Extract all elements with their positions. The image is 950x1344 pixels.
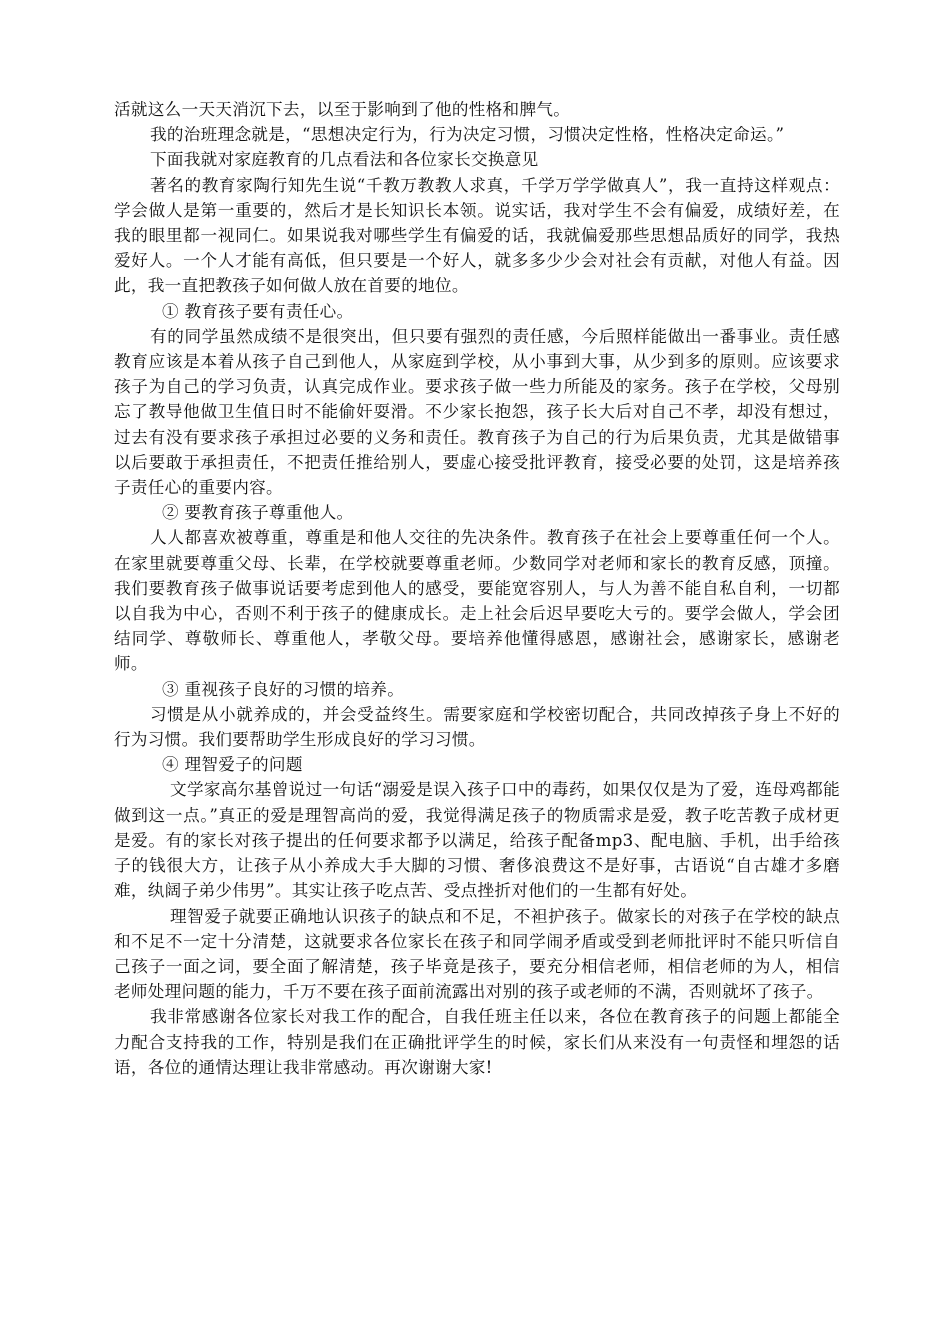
- paragraph-class-philosophy: 我的治班理念就是，“思想决定行为，行为决定习惯，习惯决定性格，性格决定命运。”: [150, 125, 785, 145]
- paragraph-responsibility: 有的同学虽然成绩不是很突出，但只要有强烈的责任感，今后照样能做出一番事业。责任感教育应该是本着从孩子自己到他人，从家庭到学校，从小事到大事，从少到多的原则。应该要求孩子为自己的学习负责，认真完成作业。要求孩子做一些力所能及的家务。孩子在学校，父母别忘了教导他做卫生值日时不能偷奸耍滑。不少家长抱怨，孩子长大后对自己不孝，却没有想过，过去有没有要求孩子承担过必要的义务和责任。教育孩子为自己的行为后果负责，尤其是做错事以后要敢于承担责任，不把责任推给别人，要虚心接受批评教育，接受必要的处罚，这是培养孩子责任心的重要内容。: [114, 326, 840, 498]
- paragraph-habits: 习惯是从小就养成的，并会受益终生。需要家庭和学校密切配合，共同改掉孩子身上不好的行为习惯。我们要帮助学生形成良好的学习习惯。: [114, 704, 840, 750]
- document-page: [114, 97, 840, 1080]
- heading-respect: ② 要教育孩子尊重他人。: [162, 503, 354, 523]
- heading-rational-love: ④ 理智爱子的问题: [162, 755, 303, 775]
- heading-habits: ③ 重视孩子良好的习惯的培养。: [162, 679, 405, 699]
- paragraph-thanks: 我非常感谢各位家长对我工作的配合，自我任班主任以来，各位在教育孩子的问题上都能全力配合支持我的工作，特别是我们在正确批评学生的时候，家长们从来没有一句责怪和埋怨的话语，各位的通情达理让我非常感动。再次谢谢大家!: [114, 1007, 840, 1077]
- paragraph-tao-xingzhi: 著名的教育家陶行知先生说“千教万教教人求真，千学万学学做真人”，我一直持这样观点：学会做人是第一重要的，然后才是长知识长本领。说实话，我对学生不会有偏爱，成绩好差，在我的眼里都一视同仁。如果说我对哪些学生有偏爱的话，我就偏爱那些思想品质好的同学，我热爱好人。一个人才能有高低，但只要是一个好人，就多多少少会对社会有贡献，对他人有益。因此，我一直把教孩子如何做人放在首要的地位。: [114, 175, 840, 296]
- paragraph-respect: 人人都喜欢被尊重，尊重是和他人交往的先决条件。教育孩子在社会上要尊重任何一个人。在家里就要尊重父母、长辈，在学校就要尊重老师。少数同学对老师和家长的教育反感，顶撞。我们要教育孩子做事说话要考虑到他人的感受，要能宽容别人，与人为善不能自私自利，一切都以自我为中心，否则不利于孩子的健康成长。走上社会后迟早要吃大亏的。要学会做人，学会团结同学、尊敬师长、尊重他人，孝敬父母。要培养他懂得感恩，感谢社会，感谢家长，感谢老师。: [114, 528, 840, 674]
- heading-responsibility: ① 教育孩子要有责任心。: [162, 301, 354, 321]
- paragraph-gorky-quote: 文学家高尔基曾说过一句话“溺爱是误入孩子口中的毒药，如果仅仅是为了爱，连母鸡都能做到这一点。”真正的爱是理智高尚的爱，我觉得满足孩子的物质需求是爱，教子吃苦教子成材更是爱。有的家长对孩子提出的任何要求都予以满足，给孩子配备mp3、配电脑、手机，出手给孩子的钱很大方，让孩子从小养成大手大脚的习惯、奢侈浪费这不是好事，古语说“自古雄才多磨难，纨阔子弟少伟男”。其实让孩子吃点苦、受点挫折对他们的一生都有好处。: [114, 780, 840, 901]
- paragraph-intro-views: 下面我就对家庭教育的几点看法和各位家长交换意见: [150, 150, 539, 170]
- paragraph-continuation: 活就这么一天天消沉下去，以至于影响到了他的性格和脾气。: [114, 100, 571, 119]
- paragraph-rational-love: 理智爱子就要正确地认识孩子的缺点和不足，不袒护孩子。做家长的对孩子在学校的缺点和不足不一定十分清楚，这就要求各位家长在孩子和同学闹矛盾或受到老师批评时不能只听信自己孩子一面之词，要全面了解清楚，孩子毕竟是孩子，要充分相信老师，相信老师的为人，相信老师处理问题的能力，千万不要在孩子面前流露出对别的孩子或老师的不满，否则就坏了孩子。: [114, 906, 840, 1002]
